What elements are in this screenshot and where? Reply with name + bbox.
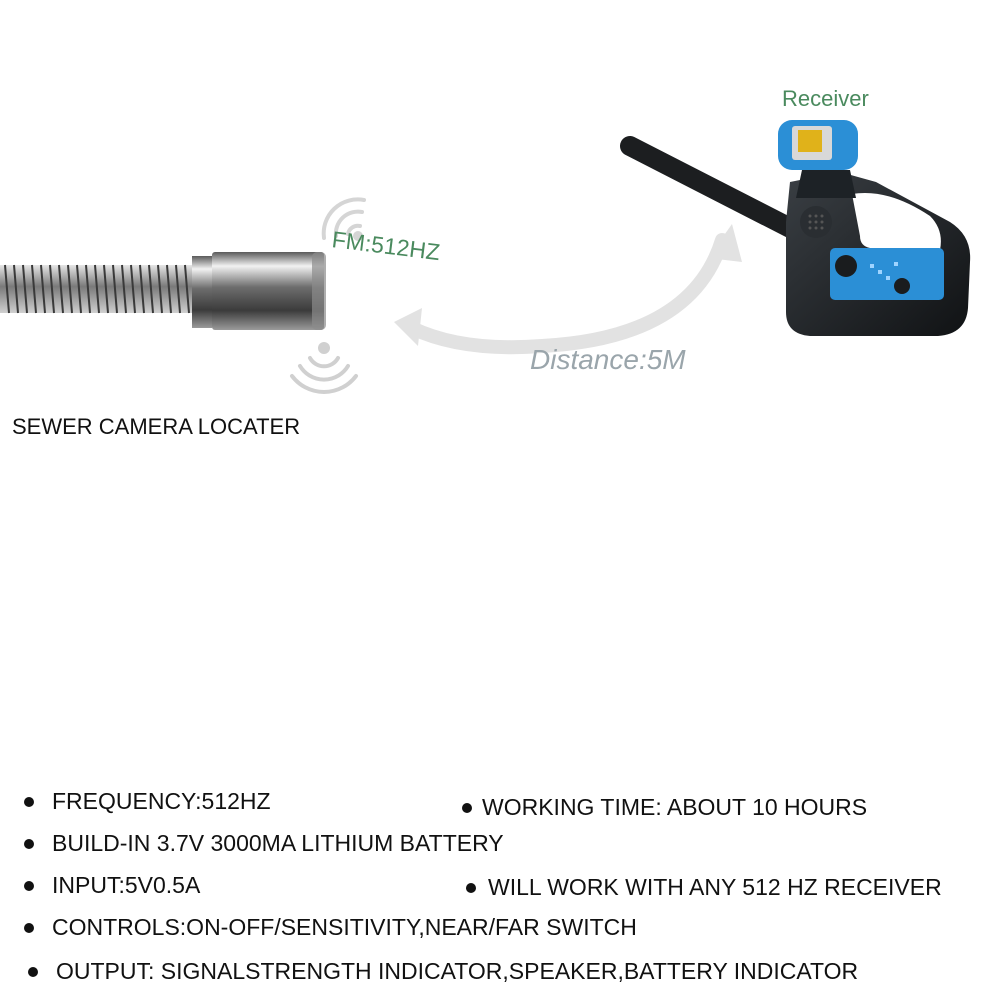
spec-text: FREQUENCY:512HZ [52,788,271,814]
bullet-icon [24,923,34,933]
spec-item [24,914,637,941]
bullet-icon [466,883,476,893]
bullet-icon [24,839,34,849]
bullet-icon [28,967,38,977]
product-title: SEWER CAMERA LOCATER [12,414,301,439]
bullet-icon [24,797,34,807]
camera-cable-icon [0,255,210,325]
spec-item [24,872,200,899]
spec-item [24,788,271,815]
spec-item [24,830,504,857]
spec-text: OUTPUT: SIGNALSTRENGTH INDICATOR,SPEAKER,BATTERY INDICATOR [56,958,859,984]
receiver-label: Receiver [782,86,869,111]
frequency-tag-label: FM:512HZ [330,226,442,266]
receiver-device-icon [620,112,980,344]
spec-text: WILL WORK WITH ANY 512 HZ RECEIVER [488,874,942,900]
spec-text: BUILD-IN 3.7V 3000MA LITHIUM BATTERY [52,830,504,856]
spec-text: WORKING TIME: ABOUT 10 HOURS [482,794,868,820]
spec-item [462,794,867,821]
signal-wave-icon [288,338,358,398]
spec-item [28,958,858,985]
camera-head-icon [192,252,332,332]
distance-label: Distance:5M [530,344,686,375]
spec-text: CONTROLS:ON-OFF/SENSITIVITY,NEAR/FAR SWITCH [52,914,637,940]
spec-item [466,874,942,901]
bullet-icon [24,881,34,891]
spec-text: INPUT:5V0.5A [52,872,201,898]
bullet-icon [462,803,472,813]
